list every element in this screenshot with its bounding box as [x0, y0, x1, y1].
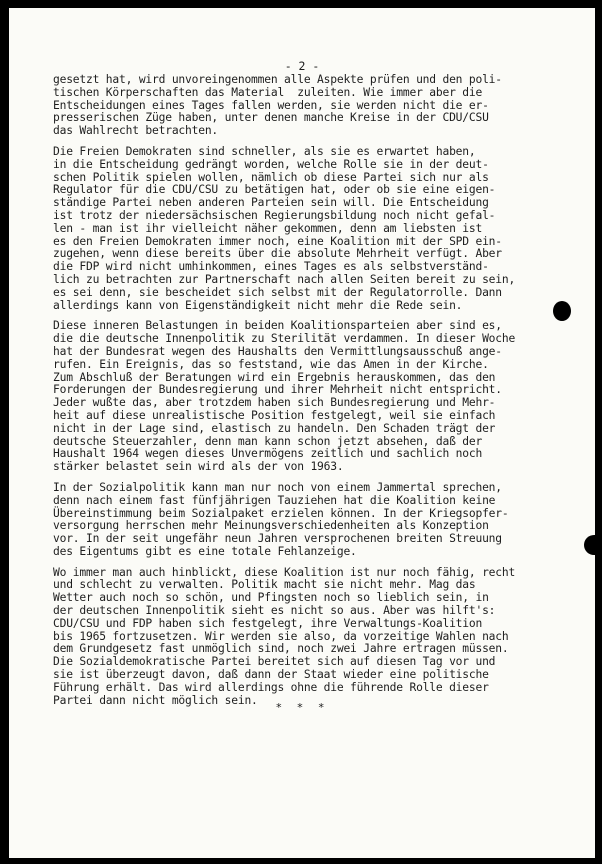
- text-line: Zum Abschluß der Beratungen wird ein Ergebnis herauskommen, das den: [53, 370, 496, 384]
- text-line: ist trotz der niedersächsischen Regierungsbildung noch nicht gefal-: [53, 208, 496, 222]
- paragraph: [53, 146, 553, 312]
- text-line: CDU/CSU und FDP haben sich festgelegt, ihre Verwaltungs-Koalition: [53, 616, 483, 630]
- text-line: Wo immer man auch hinblickt, diese Koalition ist nur noch fähig, recht: [53, 565, 516, 579]
- text-line: deutsche Steuerzahler, denn man kann schon jetzt absehen, daß der: [53, 434, 483, 448]
- text-line: tischen Körperschaften das Material zuleiten. Wie immer aber die: [53, 85, 483, 99]
- text-line: stärker belastet sein wird als der von 1963.: [53, 460, 344, 474]
- text-line: versorgung herrschen mehr Meinungsverschiedenheiten als Konzeption: [53, 519, 489, 533]
- text-line: Wetter auch noch so schön, und Pfingsten noch so lieblich sein, in: [53, 591, 489, 605]
- text-line: die die deutsche Innenpolitik zu Sterilität verdammen. In dieser Woche: [53, 332, 516, 346]
- text-line: die FDP wird nicht umhinkommen, eines Tages es als selbstverständ-: [53, 260, 489, 274]
- text-line: es sei denn, sie bescheidet sich selbst mit der Regulatorrolle. Dann: [53, 285, 502, 299]
- text-line: und schlecht zu verwalten. Politik macht sie nicht mehr. Mag das: [53, 578, 476, 592]
- end-mark: * * *: [275, 701, 329, 714]
- text-line: bis 1965 fortzusetzen. Wir werden sie also, da vorzeitige Wahlen nach: [53, 629, 509, 643]
- text-line: heit auf diese unrealistische Position festgelegt, weil sie einfach: [53, 408, 496, 422]
- paragraph: [53, 320, 553, 474]
- text-line: der deutschen Innenpolitik sieht es nicht so aus. Aber was hilft's:: [53, 604, 496, 618]
- text-line: presserischen Züge haben, unter denen manche Kreise in der CDU/CSU: [53, 111, 489, 125]
- text-line: Die Sozialdemokratische Partei bereitet sich auf diesen Tag vor und: [53, 655, 496, 669]
- text-line: es den Freien Demokraten immer noch, eine Koalition mit der SPD ein-: [53, 234, 502, 248]
- text-line: Übereinstimmung beim Sozialpaket erzielen können. In der Kriegsopfer-: [53, 506, 509, 520]
- text-line: denn nach einem fast fünfjährigen Tauziehen hat die Koalition keine: [53, 493, 496, 507]
- text-line: ständige Partei neben anderen Parteien sein will. Die Entscheidung: [53, 196, 489, 210]
- text-line: in die Entscheidung gedrängt worden, welche Rolle sie in der deut-: [53, 157, 489, 171]
- text-line: sie ist überzeugt davon, daß dann der Staat wieder eine politische: [53, 668, 489, 682]
- text-line: Haushalt 1964 wegen dieses Unvermögens zeitlich und sachlich noch: [53, 447, 483, 461]
- text-line: schen Politik spielen wollen, nämlich ob diese Partei sich nur als: [53, 170, 489, 184]
- text-line: lich zu betrachten zur Partnerschaft nach allen Seiten bereit zu sein,: [53, 272, 516, 286]
- document-page: [9, 8, 595, 858]
- text-line: Jeder wußte das, aber trotzdem haben sich Bundesregierung und Mehr-: [53, 396, 496, 410]
- text-line: nicht in der Lage sind, elastisch zu handeln. Den Schaden trägt der: [53, 421, 496, 435]
- text-line: das Wahlrecht betrachten.: [53, 124, 219, 138]
- text-line: des Eigentums gibt es eine totale Fehlanzeige.: [53, 544, 357, 558]
- text-line: allerdings kann von Eigenständigkeit nicht mehr die Rede sein.: [53, 298, 463, 312]
- text-line: Entscheidungen eines Tages fallen werden, sie werden nicht die er-: [53, 98, 489, 112]
- page-number: - 2 -: [284, 59, 320, 73]
- text-line: gesetzt hat, wird unvoreingenommen alle Aspekte prüfen und den poli-: [53, 73, 502, 86]
- punch-hole: [584, 535, 595, 555]
- punch-hole: [553, 301, 571, 321]
- text-line: zugehen, wenn diese bereits über die absolute Mehrheit verfügt. Aber: [53, 247, 502, 261]
- text-line: len - man ist ihr vielleicht näher gekommen, denn am liebsten ist: [53, 221, 483, 235]
- text-line: vor. In der seit ungefähr neun Jahren versprochenen breiten Streuung: [53, 532, 502, 546]
- text-line: hat der Bundesrat wegen des Haushalts den Vermittlungsausschuß ange-: [53, 344, 502, 358]
- text-line: dem Grundgesetz fast unmöglich sind, noch zwei Jahre ertragen müssen.: [53, 642, 509, 656]
- text-line: Forderungen der Bundesregierung und ihrer Mehrheit nicht entspricht.: [53, 383, 502, 397]
- text-line: In der Sozialpolitik kann man nur noch von einem Jammertal sprechen,: [53, 480, 502, 494]
- text-line: Diese inneren Belastungen in beiden Koalitionsparteien aber sind es,: [53, 319, 502, 333]
- paragraph: [53, 567, 553, 708]
- text-line: rufen. Ein Ereignis, das so feststand, wie das Amen in der Kirche.: [53, 357, 489, 371]
- document-body: [53, 74, 553, 715]
- text-line: Partei dann nicht möglich sein.: [53, 693, 258, 707]
- paragraph: [53, 482, 553, 559]
- text-line: Die Freien Demokraten sind schneller, als sie es erwartet haben,: [53, 144, 476, 158]
- paragraph: [53, 74, 553, 138]
- text-line: Führung erhält. Das wird allerdings ohne die führende Rolle dieser: [53, 680, 489, 694]
- text-line: Regulator für die CDU/CSU zu betätigen hat, oder ob sie eine eigen-: [53, 183, 496, 197]
